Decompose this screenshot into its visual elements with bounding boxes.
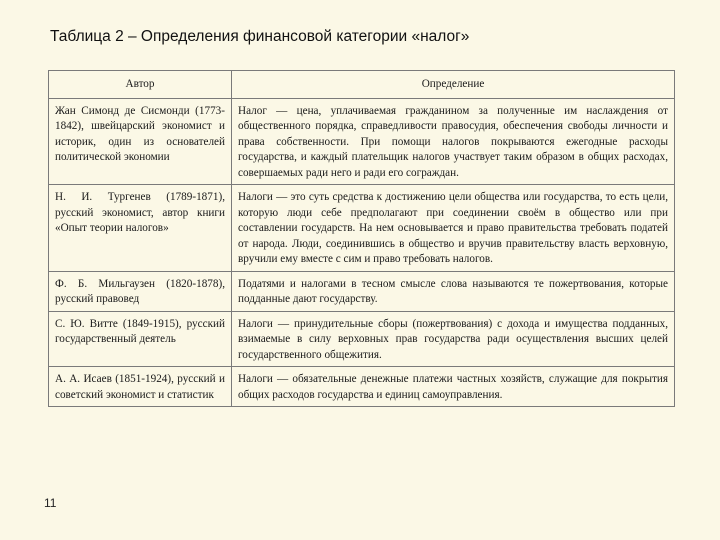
- page-title: Таблица 2 – Определения финансовой категории «налог»: [50, 28, 470, 45]
- table-row: [49, 367, 675, 407]
- column-header-definition: Определение: [232, 71, 675, 99]
- definition-cell: Налоги — принудительные сборы (пожертвования) с дохода и имущества подданных, взимаемые в силу верховных прав государства ради осуществления высших целей государственного общежития.: [232, 311, 675, 367]
- table-row: [49, 271, 675, 311]
- author-cell: Ф. Б. Мильгаузен (1820-1878), русский правовед: [49, 271, 232, 311]
- author-cell: Н. И. Тургенев (1789-1871), русский экономист, автор книги «Опыт теории налогов»: [49, 185, 232, 272]
- definitions-table: [48, 70, 675, 407]
- table-row: [49, 98, 675, 185]
- author-cell: С. Ю. Витте (1849-1915), русский государственный деятель: [49, 311, 232, 367]
- definition-cell: Податями и налогами в тесном смысле слова называются те пожертвования, которые подданные дают государству.: [232, 271, 675, 311]
- table-row: [49, 311, 675, 367]
- definition-cell: Налоги — это суть средства к достижению цели общества или государства, то есть цели, которую люди себе предполагают при соединении своём в общество или при составлении государств. На нем основывается и право правительства требовать податей от народа. Люди, соединившись в общество и вручив правительству власть верховную, вручили ему вместе с сим и право требовать налогов.: [232, 185, 675, 272]
- definition-cell: Налог — цена, уплачиваемая гражданином за полученные им наслаждения от общественного порядка, справедливости правосудия, обеспечения свободы личности и права собственности. При помощи налогов покрываются ежегодные расходы государства, и каждый плательщик налогов участвует таким образом в общих расходах, совершаемых ради него и ради его сограждан.: [232, 98, 675, 185]
- page-number: 11: [44, 496, 57, 510]
- table-header-row: [49, 71, 675, 99]
- column-header-author: Автор: [49, 71, 232, 99]
- author-cell: А. А. Исаев (1851-1924), русский и советский экономист и статистик: [49, 367, 232, 407]
- table-row: [49, 185, 675, 272]
- author-cell: Жан Симонд де Сисмонди (1773-1842), швейцарский экономист и историк, один из основателей политической экономии: [49, 98, 232, 185]
- definition-cell: Налоги — обязательные денежные платежи частных хозяйств, служащие для покрытия общих расходов государства и единиц самоуправления.: [232, 367, 675, 407]
